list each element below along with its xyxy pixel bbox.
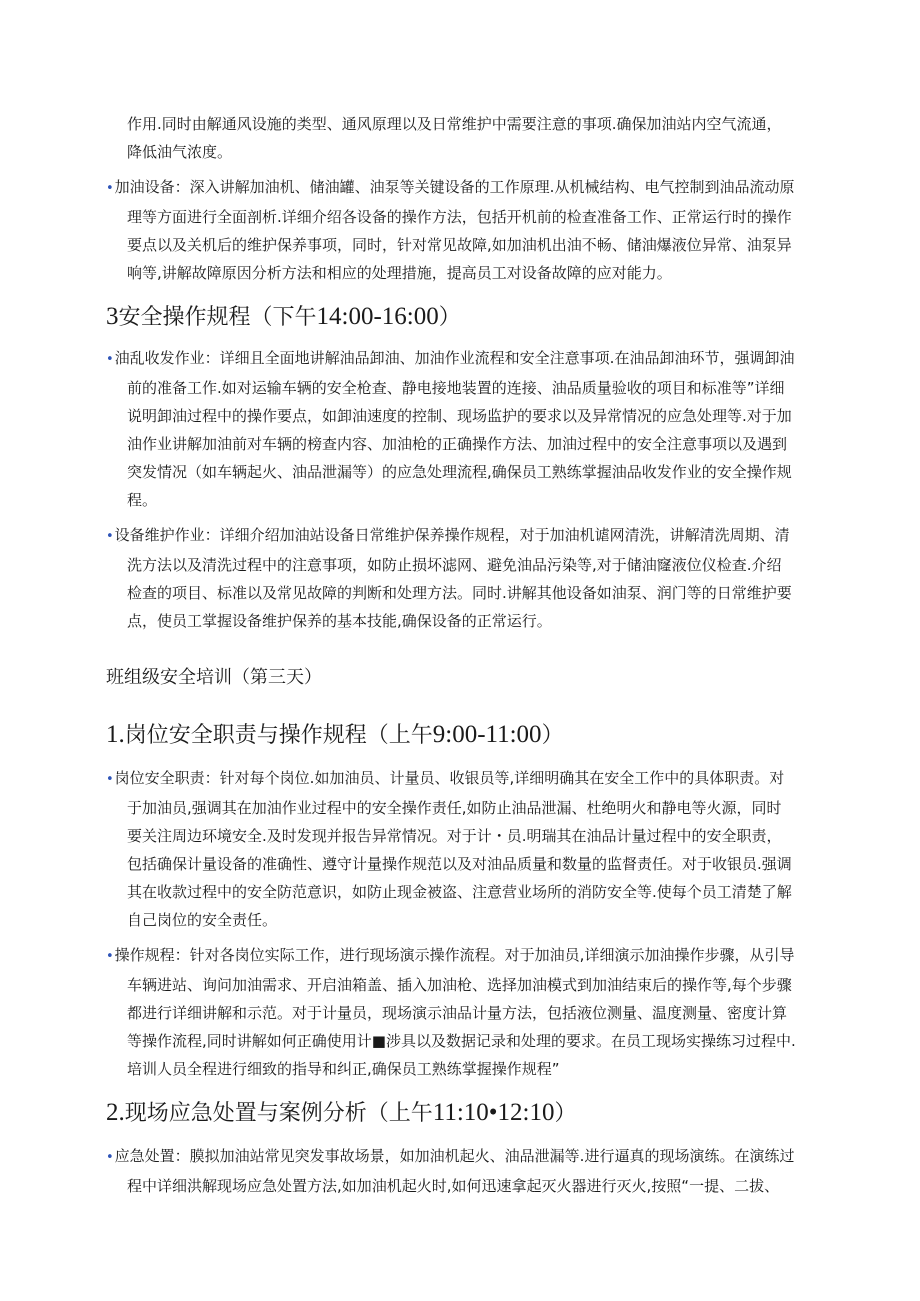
heading-text: 安全操作规程（下午: [118, 305, 317, 330]
text-line: 设备维护作业：详细介绍加油站设备日常维护保养操作规程，对于加油机谑网清洗，讲解清洗周期、清: [114, 526, 790, 544]
bullet-icon: •: [106, 1150, 114, 1165]
heading-number: 2.: [106, 1099, 125, 1126]
text-line: 其在收款过程中的安全防范意识，如防止现金被盗、注意营业场所的消防安全等.使每个员工清楚了解: [127, 883, 792, 901]
bullet-icon: •: [106, 772, 114, 787]
text-line: 等操作流程,同时讲解如何正确使用计■涉具以及数据记录和处理的要求。在员工现场实操练习过程中.: [127, 1032, 796, 1050]
text-line: 于加油员,强调其在加油作业过程中的安全操作责任,如防止油品泄漏、杜绝明火和静电等火源，同时: [127, 799, 782, 817]
text-line: 培训人员全程进行细致的指导和纠正,确保员工熟练掌握操作规程”: [127, 1060, 560, 1078]
bullet-icon: •: [106, 529, 114, 544]
heading-number: 1.: [106, 721, 125, 748]
heading-text: 岗位安全职责与操作规程（上午: [124, 723, 433, 748]
text-line: 要关注周边环境安全.及时发现并报告异常情况。对于计・员.明瑞其在油品计量过程中的安全职责，: [127, 827, 782, 845]
bullet-equipment-maintenance: [106, 521, 812, 635]
bullet-equipment: [106, 173, 812, 287]
text-line: 点，使员工掌握设备维护保养的基本技能,确保设备的正常运行。: [127, 612, 552, 630]
text-line: 操作规程：针对各岗位实际工作，进行现场演示操作流程。对于加油员,详细演示加油操作步骤，从引导: [114, 946, 795, 964]
text-line: 洗方法以及清洗过程中的注意事项，如防止损坏滤网、避免油品污染等,对于储油窿液位仪检查.介绍: [127, 556, 782, 574]
heading-close: ）: [554, 1101, 577, 1126]
text-line: 程。: [127, 491, 158, 509]
intro-paragraph: [127, 110, 812, 166]
bullet-icon: •: [106, 181, 114, 196]
text-line: 响等,讲解故障原因分析方法和相应的处理措施，提高员工对设备故障的应对能力。: [127, 264, 672, 282]
text-line: 突发情况（如车辆起火、油品泄漏等）的应急处理流程,确保员工熟练掌握油品收发作业的安全操作规: [127, 463, 792, 481]
bullet-icon: •: [106, 949, 114, 964]
text-line: 油乱收发作业：详细且全面地讲解油品卸油、加油作业流程和安全注意事项.在油品卸油环节，强调卸油: [114, 349, 795, 367]
text-line: 应急处置：膜拟加油站常见突发事故场景，如加油机起火、油品泄漏等.进行逼真的现场演练。在演练过: [114, 1147, 795, 1165]
section-heading-1: [106, 720, 564, 751]
text-line: 理等方面进行全面剖析.详细介绍各设备的操作方法，包括开机前的检查准备工作、正常运行时的操作: [127, 208, 792, 226]
heading-close: ）: [541, 723, 564, 748]
bullet-oil-transfer: [106, 344, 812, 514]
text-line: 程中详细洪解现场应急处置方法,如加油机起火时,如何迅速拿起灭火器进行灭火,按照“一提、二拔、: [127, 1177, 780, 1195]
text-line: 检查的项目、标准以及常见故障的判断和处理方法。同时.讲解其他设备如油泵、润门等的日常维护要: [127, 584, 792, 602]
bullet-emergency-response: [106, 1142, 812, 1200]
text-line: 说明卸油过程中的操作要点，如卸油速度的控制、现场监护的要求以及异常情况的应急处理等.对于加: [127, 407, 792, 425]
text-line: 前的准备工作.如对运输车辆的安全枪查、静电接地装置的连接、油品质量验收的项目和标准等”详细: [127, 379, 785, 397]
day3-heading: 班组级安全培训（第三天）: [106, 667, 322, 688]
text-line: 都进行详细讲解和示范。对于计量员，现场演示油品计量方法，包括液位测量、温度测量、密度计算: [127, 1004, 788, 1022]
text-line: 油作业讲解加油前对车辆的榜查内容、加油枪的正确操作方法、加油过程中的安全注意事项以及遇到: [127, 435, 788, 453]
bullet-icon: •: [106, 352, 114, 367]
heading-close: ）: [438, 305, 461, 330]
bullet-post-duties: [106, 764, 812, 934]
heading-time: 11:10•12:10: [432, 1099, 555, 1126]
heading-time: 14:00-16:00: [316, 303, 439, 330]
text-line: 加油设备：深入讲解加油机、储油罐、油泵等关键设备的工作原理.从机械结构、电气控制到油品流动原: [114, 178, 795, 196]
heading-time: 9:00-11:00: [432, 721, 542, 748]
text-line: 岗位安全职责：针对每个岗位.如加油员、计量员、收银员等,详细明确其在安全工作中的具体职责。对: [114, 769, 785, 787]
heading-text: 现场应急处置与案例分析（上午: [124, 1101, 433, 1126]
text-line: 自己岗位的安全责任。: [127, 911, 278, 929]
text-line: 包括确保计量设备的准确性、遵守计量操作规范以及对油品质量和数量的监督责任。对于收银员.强调: [127, 855, 792, 873]
bullet-operating-procedures: [106, 941, 812, 1083]
section-heading-2: [106, 1098, 577, 1129]
section-heading-3: [106, 302, 461, 333]
text-line: 降低油气浓度。: [127, 143, 233, 161]
text-line: 车辆进站、询问加油需求、开启油箱盖、插入加油枪、选择加油模式到加油结束后的操作等,每个步骤: [127, 976, 792, 994]
text-line: 要点以及关机后的维护保养事项，同时，针对常见故障,如加油机出油不畅、储油爆液位异常、油泵异: [127, 236, 792, 254]
heading-number: 3: [106, 303, 119, 330]
text-line: 作用.同时由解通风设施的类型、通风原理以及日常维护中需要注意的事项.确保加油站内空气流通，: [127, 115, 782, 133]
